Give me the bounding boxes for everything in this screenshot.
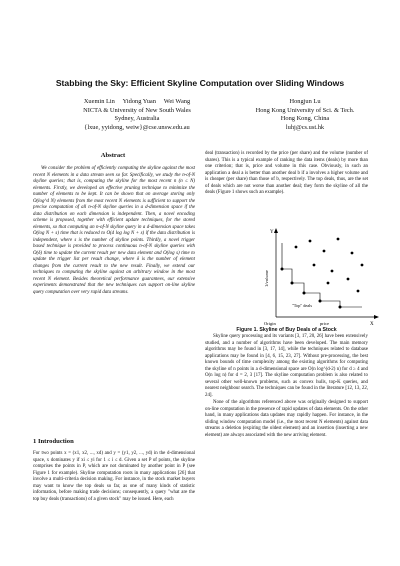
author-affiliation: Hong Kong University of Sci. & Tech. bbox=[255, 106, 355, 114]
abstract-heading: Abstract bbox=[100, 152, 126, 159]
skyline-point bbox=[291, 282, 294, 285]
x-origin-label: Origin bbox=[264, 321, 276, 326]
intro-paragraph: For two points x = (x1, x2, ..., xd) and y = (y1, y2, ..., yd) in the d-dimensional space, x dominates y if xi ≤ yi for 1 ≤ i ≤ d. Given a set P of points, the skyline comprises the points in P, which are not dominated by another point in P (see Figure 1 for example). Skyline computation roots in many applications [26] that involve a multi-criteria decision making. For instance, in the stock market buyers may want to know the top deals so far, as one of many kinds of statistic information, before making trade decisions; consequently, a query "what are the top buy deals (transactions) of a given stock" may be issued. Here, each bbox=[33, 451, 195, 502]
data-point bbox=[337, 238, 340, 241]
skyline-point bbox=[319, 300, 322, 303]
data-point bbox=[361, 264, 364, 267]
skyline-point bbox=[281, 268, 284, 271]
x-end-label: X bbox=[370, 322, 374, 327]
figure-caption: Figure 1. Skyline of Buy Deals of a Stock bbox=[236, 327, 337, 333]
author-block-right bbox=[230, 98, 380, 132]
y-end-label: Y bbox=[270, 230, 274, 235]
right-column-paragraph: None of the algorithms referenced above was originally designed to support on-line computation in the presence of rapid updates of data elements. On the other hand, in many applications data updates may rapidly happen. For instance, in the sliding window computation model (i.e., the most recent N elements) against data streams a deletion (expiring the oldest element) and an insertion (inserting a new element) are always associated with the new arriving element. bbox=[205, 400, 368, 438]
data-point bbox=[295, 246, 298, 249]
author-email: {lxue, yyidong, weiw}@cse.unsw.edu.au bbox=[84, 123, 190, 131]
author-email: luhj@cs.ust.hk bbox=[285, 123, 325, 131]
data-point bbox=[347, 278, 350, 281]
x-axis-arrow-icon bbox=[374, 315, 379, 319]
author-location: Sydney, Australia bbox=[114, 115, 160, 123]
dominated-points bbox=[295, 238, 364, 293]
data-point bbox=[351, 252, 354, 255]
data-point bbox=[309, 240, 312, 243]
skyline-figure bbox=[262, 225, 382, 329]
y-axis-label: 1/volume bbox=[264, 270, 269, 287]
author-names: Hongjun Lu bbox=[289, 98, 321, 105]
abstract-paragraph: We consider the problem of efficiently computing the skyline against the most recent N elements in a data stream seen so far. Specifically, we study the n-of-N skyline queries; that is, computing the skyline for the most recent n (n ≤ N) elements. Firstly, we developed an effective pruning technique to minimize the number of elements to be kept. It can be shown that on average storing only O(log^d N) elements from the most recent N elements is sufficient to support the precise computation of all n-of-N skyline queries in a d-dimension space if the data distribution on each dimension is independent. Then, a novel encoding scheme is proposed, together with efficient update techniques, for the stored elements, so that computing an n-of-N skyline query in a d-dimension space takes O(log N + s) time that is reduced to O(d log log N + s) if the data distribution is independent, where s is the number of skyline points. Thirdly, a novel trigger based technique is provided to process continuous n-of-N skyline queries with O(δ) time to update the current result per new data element and O(log s) time to update the trigger list per result change, where δ is the number of element changes from the current result to the new result. Finally, we extend our techniques to computing the skyline against an arbitrary window in the most recent N element. Besides theoretical performance guarantees, our extensive experiments demonstrated that the new techniques can support on-line skyline query computation over very rapid data streams. bbox=[33, 166, 195, 295]
abstract-text bbox=[33, 166, 195, 297]
data-point bbox=[327, 282, 330, 285]
right-column-paragraph: deal (transaction) is recorded by the price (per share) and the volume (number of shares). This is a typical example of ranking the data items (deals) by more than one criterion; that is, price and volume in this case. Obviously, in such an application a deal a is better than another deal b if a involves a higher volume and is cheaper (per share) than those of b, respectively. The top deals, thus, are the set of deals which are not worse than another deal; they form the skyline of all the deals (Figure 1 shows such an example). bbox=[205, 151, 368, 195]
author-block-left bbox=[62, 98, 212, 132]
introduction-text bbox=[33, 451, 195, 504]
data-point bbox=[313, 264, 316, 267]
right-column-paragraph: Skyline query processing and its variants [3, 17, 20, 26] have been extensively studied, and a number of algorithms have been developed. The main memory algorithms may be found in [3, 17, 14], while the techniques related to database applications may be found in [4, 6, 15, 23, 27]. Without pre-processing, the best known bounds of time complexity among the existing algorithms for computing the skyline of n points in a d-dimensional space are O(n log^(d-2) n) for d ≥ 4 and O(n log n) for d = 2, 3 [17]. The skyline computation problem is also related to several other well-known problems, such as convex hulls, top-K queries, and nearest neighbour search. The techniques can be found in the literature [12, 13, 22, 24]. bbox=[205, 334, 368, 398]
author-affiliation: NICTA & University of New South Wales bbox=[83, 106, 191, 114]
y-axis-arrow-icon bbox=[274, 228, 278, 233]
author-location: Hong Kong, China bbox=[280, 115, 330, 123]
right-column-top bbox=[205, 151, 368, 198]
skyline-point bbox=[303, 292, 306, 295]
skyline-point bbox=[339, 306, 342, 309]
x-axis-label: price bbox=[320, 321, 329, 326]
top-deals-annotation: "Top" deals bbox=[292, 303, 313, 308]
section-heading-introduction: 1 Introduction bbox=[33, 438, 74, 445]
author-names: Xuemin Lin Yidong Yuan Wei Wang bbox=[83, 98, 191, 105]
data-point bbox=[323, 250, 326, 253]
right-column-bottom bbox=[205, 334, 368, 440]
skyline-staircase bbox=[282, 243, 362, 307]
paper-title: Stabbing the Sky: Efficient Skyline Computation over Sliding Windows bbox=[55, 78, 345, 88]
data-point bbox=[357, 290, 360, 293]
data-point bbox=[331, 270, 334, 273]
